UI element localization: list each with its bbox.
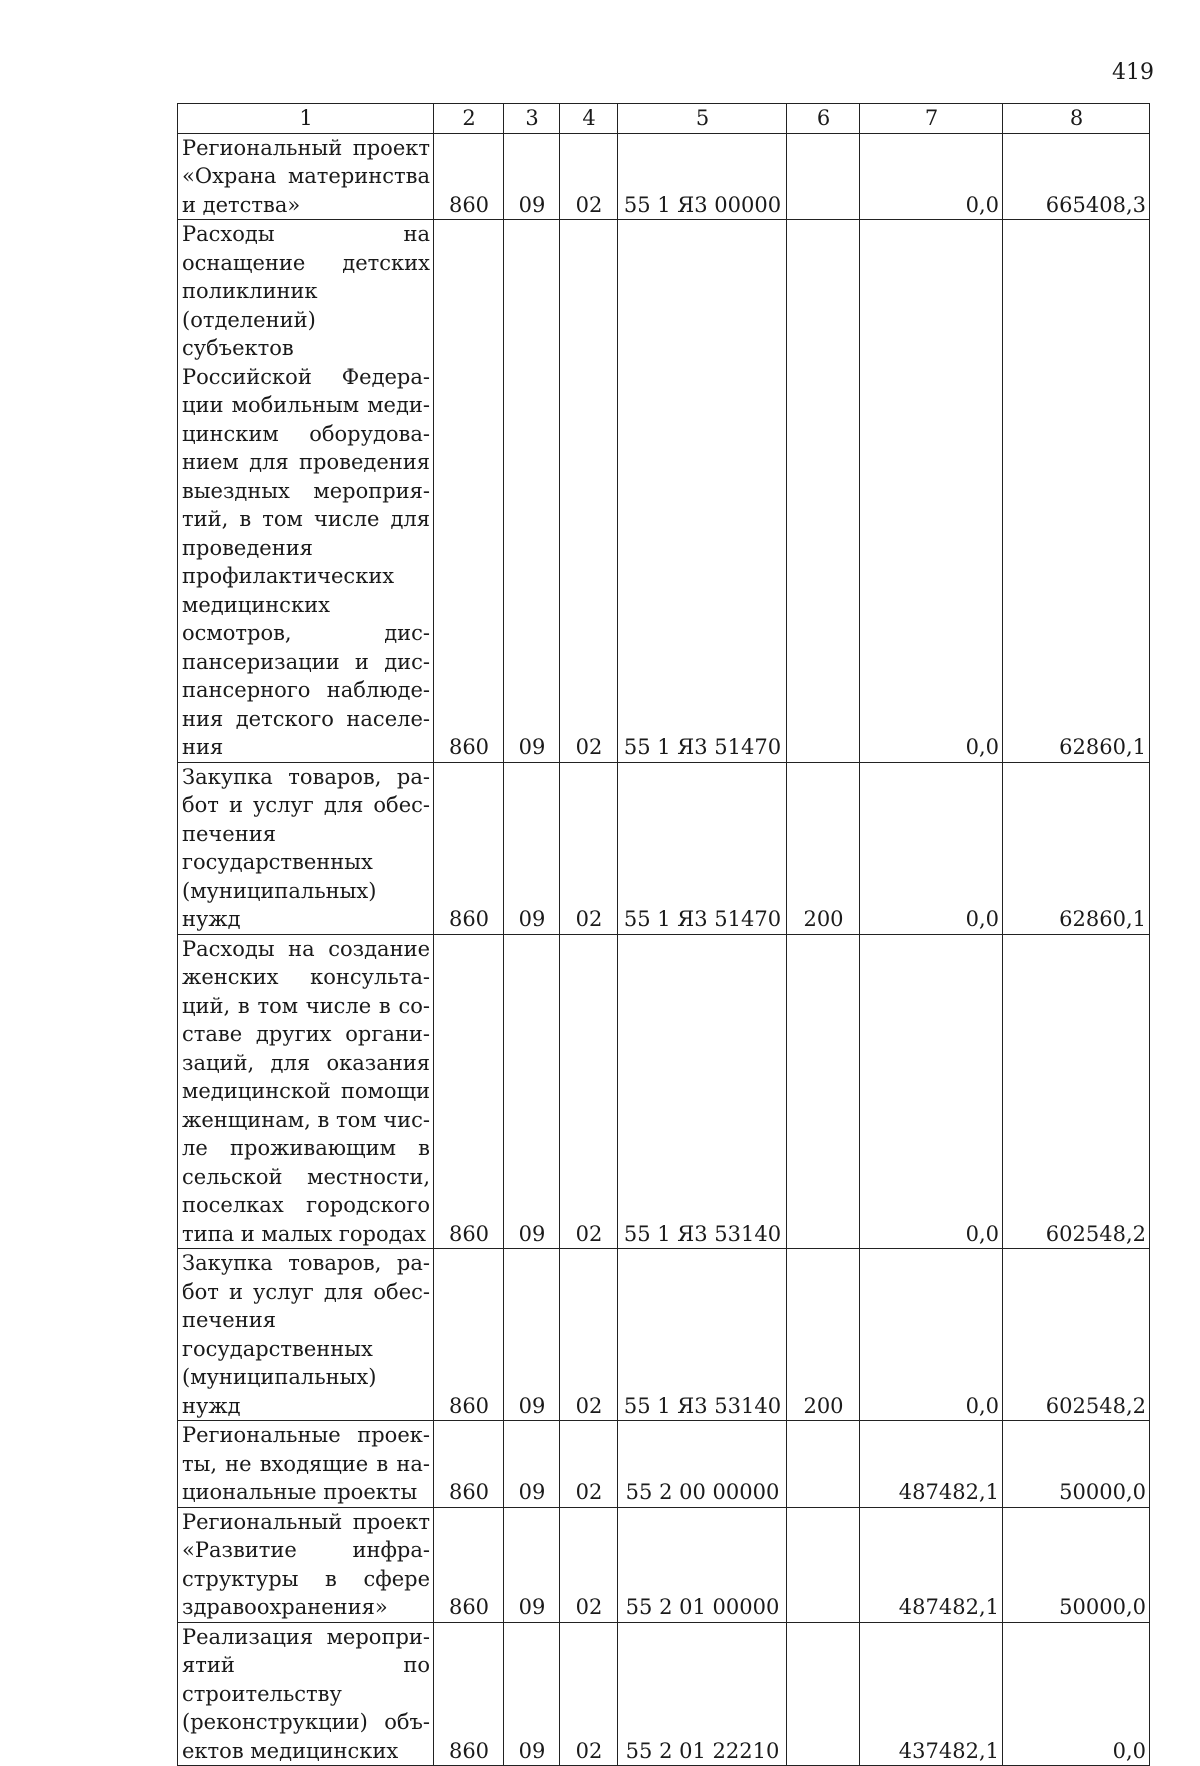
row-name: Закупка товаров, работ и услуг для обеспечения государственных (муниципальных) нужд bbox=[178, 762, 434, 934]
amount-col8: 602548,2 bbox=[1003, 1249, 1150, 1421]
table-row bbox=[178, 762, 1150, 934]
amount-col7: 0,0 bbox=[860, 1249, 1003, 1421]
page-number: 419 bbox=[1112, 60, 1154, 85]
column-header: 7 bbox=[860, 104, 1003, 134]
table-row bbox=[178, 1421, 1150, 1508]
target-article-code: 55 2 01 00000 bbox=[618, 1507, 787, 1622]
expense-type-code bbox=[787, 1421, 860, 1508]
target-article-code: 55 2 00 00000 bbox=[618, 1421, 787, 1508]
target-article-code: 55 1 Я3 51470 bbox=[618, 220, 787, 763]
target-article-code: 55 1 Я3 53140 bbox=[618, 934, 787, 1249]
section-code: 09 bbox=[504, 1249, 560, 1421]
ministry-code: 860 bbox=[434, 1507, 504, 1622]
row-name: Региональные проекты, не входящие в национальные проекты bbox=[178, 1421, 434, 1508]
expense-type-code bbox=[787, 934, 860, 1249]
amount-col8: 50000,0 bbox=[1003, 1507, 1150, 1622]
amount-col7: 487482,1 bbox=[860, 1421, 1003, 1508]
subsection-code: 02 bbox=[560, 1507, 618, 1622]
section-code: 09 bbox=[504, 934, 560, 1249]
expense-type-code bbox=[787, 1622, 860, 1766]
amount-col8: 62860,1 bbox=[1003, 762, 1150, 934]
target-article-code: 55 1 Я3 00000 bbox=[618, 133, 787, 220]
column-header: 3 bbox=[504, 104, 560, 134]
section-code: 09 bbox=[504, 133, 560, 220]
budget-table bbox=[177, 103, 1150, 1766]
column-header: 8 bbox=[1003, 104, 1150, 134]
column-header: 4 bbox=[560, 104, 618, 134]
amount-col8: 62860,1 bbox=[1003, 220, 1150, 763]
ministry-code: 860 bbox=[434, 762, 504, 934]
ministry-code: 860 bbox=[434, 133, 504, 220]
expense-type-code: 200 bbox=[787, 1249, 860, 1421]
column-header: 2 bbox=[434, 104, 504, 134]
amount-col7: 487482,1 bbox=[860, 1507, 1003, 1622]
amount-col7: 0,0 bbox=[860, 133, 1003, 220]
section-code: 09 bbox=[504, 1507, 560, 1622]
subsection-code: 02 bbox=[560, 762, 618, 934]
table-row bbox=[178, 1622, 1150, 1766]
row-name: Расходы на создание женских консультаций, в том числе в составе других организаций, для оказания медицинской помощи женщинам, в том числе проживающим в сельской местности, поселках городского типа и малых городах bbox=[178, 934, 434, 1249]
amount-col7: 0,0 bbox=[860, 220, 1003, 763]
section-code: 09 bbox=[504, 762, 560, 934]
amount-col7: 0,0 bbox=[860, 934, 1003, 1249]
amount-col7: 0,0 bbox=[860, 762, 1003, 934]
target-article-code: 55 2 01 22210 bbox=[618, 1622, 787, 1766]
subsection-code: 02 bbox=[560, 133, 618, 220]
row-name: Региональный проект «Развитие инфраструктуры в сфере здравоохранения» bbox=[178, 1507, 434, 1622]
expense-type-code bbox=[787, 1507, 860, 1622]
table-row bbox=[178, 133, 1150, 220]
section-code: 09 bbox=[504, 1622, 560, 1766]
row-name: Реализация мероприятий по строительству (реконструкции) объектов медицинских bbox=[178, 1622, 434, 1766]
ministry-code: 860 bbox=[434, 1249, 504, 1421]
amount-col8: 665408,3 bbox=[1003, 133, 1150, 220]
amount-col8: 0,0 bbox=[1003, 1622, 1150, 1766]
expense-type-code bbox=[787, 133, 860, 220]
amount-col7: 437482,1 bbox=[860, 1622, 1003, 1766]
header-row bbox=[178, 104, 1150, 134]
column-header: 1 bbox=[178, 104, 434, 134]
subsection-code: 02 bbox=[560, 1622, 618, 1766]
ministry-code: 860 bbox=[434, 934, 504, 1249]
table-row bbox=[178, 1507, 1150, 1622]
subsection-code: 02 bbox=[560, 1249, 618, 1421]
subsection-code: 02 bbox=[560, 1421, 618, 1508]
section-code: 09 bbox=[504, 220, 560, 763]
amount-col8: 602548,2 bbox=[1003, 934, 1150, 1249]
subsection-code: 02 bbox=[560, 934, 618, 1249]
ministry-code: 860 bbox=[434, 220, 504, 763]
column-header: 6 bbox=[787, 104, 860, 134]
expense-type-code: 200 bbox=[787, 762, 860, 934]
table-row bbox=[178, 1249, 1150, 1421]
row-name: Расходы на оснащение детских поликлиник (отделений) субъектов Российской Федерации мобильным медицинским оборудованием для проведения выездных мероприятий, в том числе для проведения профилактических медицинских осмотров, диспансеризации и диспансерного наблюдения детского населения bbox=[178, 220, 434, 763]
amount-col8: 50000,0 bbox=[1003, 1421, 1150, 1508]
row-name: Закупка товаров, работ и услуг для обеспечения государственных (муниципальных) нужд bbox=[178, 1249, 434, 1421]
expense-type-code bbox=[787, 220, 860, 763]
column-header: 5 bbox=[618, 104, 787, 134]
ministry-code: 860 bbox=[434, 1622, 504, 1766]
table-row bbox=[178, 934, 1150, 1249]
ministry-code: 860 bbox=[434, 1421, 504, 1508]
table-row bbox=[178, 220, 1150, 763]
target-article-code: 55 1 Я3 51470 bbox=[618, 762, 787, 934]
subsection-code: 02 bbox=[560, 220, 618, 763]
section-code: 09 bbox=[504, 1421, 560, 1508]
row-name: Региональный проект «Охрана материнства и детства» bbox=[178, 133, 434, 220]
target-article-code: 55 1 Я3 53140 bbox=[618, 1249, 787, 1421]
